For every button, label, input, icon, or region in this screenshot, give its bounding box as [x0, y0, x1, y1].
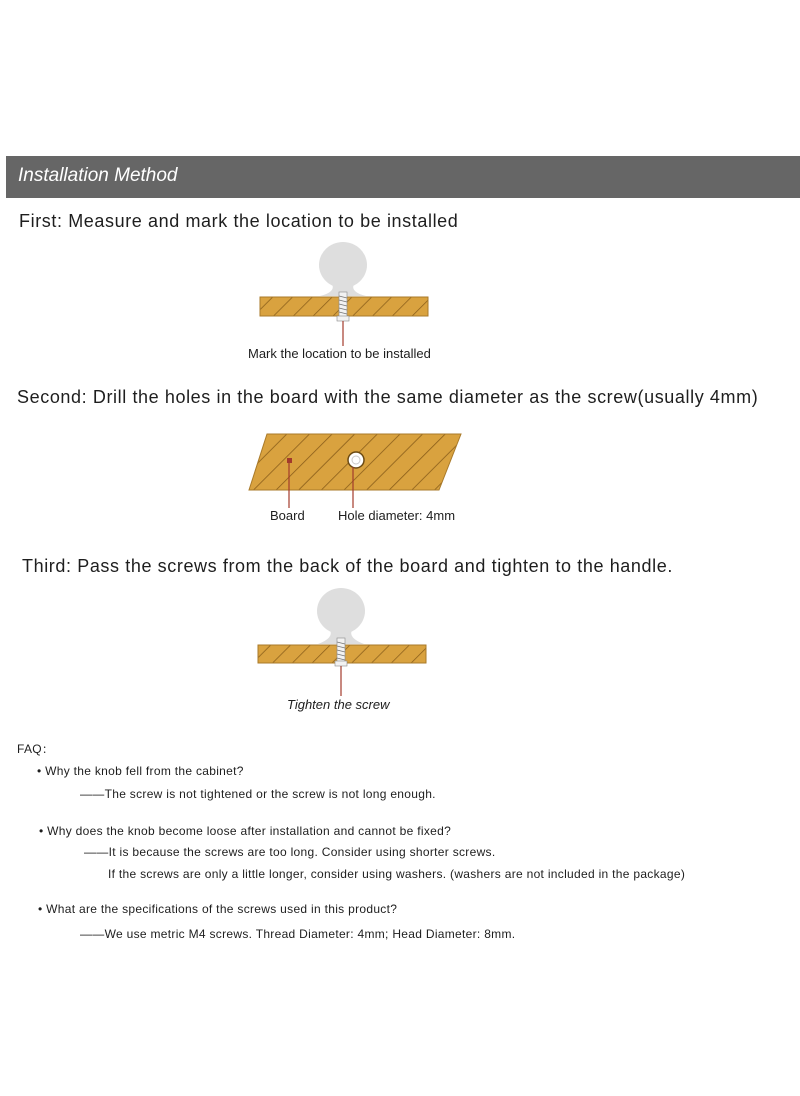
faq-answer-2b: If the screws are only a little longer, consider using washers. (washers are not included in the package)	[108, 867, 686, 881]
screw-head	[337, 316, 349, 321]
faq-question-2: • Why does the knob become loose after installation and cannot be fixed?	[39, 824, 452, 838]
caption-board: Board	[270, 508, 305, 523]
faq-answer-3: ——We use metric M4 screws. Thread Diameter: 4mm; Head Diameter: 8mm.	[80, 927, 516, 941]
knob-head	[319, 242, 367, 288]
step-third-text: Third: Pass the screws from the back of the board and tighten to the handle.	[22, 556, 673, 576]
faq-answer-2a: ——It is because the screws are too long. Consider using shorter screws.	[84, 845, 496, 859]
diagram-first-mark-location	[250, 240, 440, 340]
faq-question-1: • Why the knob fell from the cabinet?	[37, 764, 244, 778]
diagram-second-drill-hole	[245, 430, 465, 510]
faq-answer-1: ——The screw is not tightened or the screw is not long enough.	[80, 787, 436, 801]
faq-question-3: • What are the specifications of the screws used in this product?	[38, 902, 398, 916]
step-first-text: First: Measure and mark the location to be installed	[19, 211, 459, 231]
section-title: Installation Method	[18, 165, 178, 186]
diagram-third-tighten	[250, 586, 440, 696]
step-second-text: Second: Drill the holes in the board with the same diameter as the screw(usually 4mm)	[17, 387, 759, 407]
knob-head	[317, 588, 365, 634]
faq-title: FAQ：	[17, 742, 55, 756]
board-marker	[287, 458, 292, 463]
screw-head	[335, 661, 347, 666]
caption-tighten-screw: Tighten the screw	[287, 697, 390, 712]
caption-mark-location: Mark the location to be installed	[248, 346, 431, 361]
caption-hole-diameter: Hole diameter: 4mm	[338, 508, 456, 523]
